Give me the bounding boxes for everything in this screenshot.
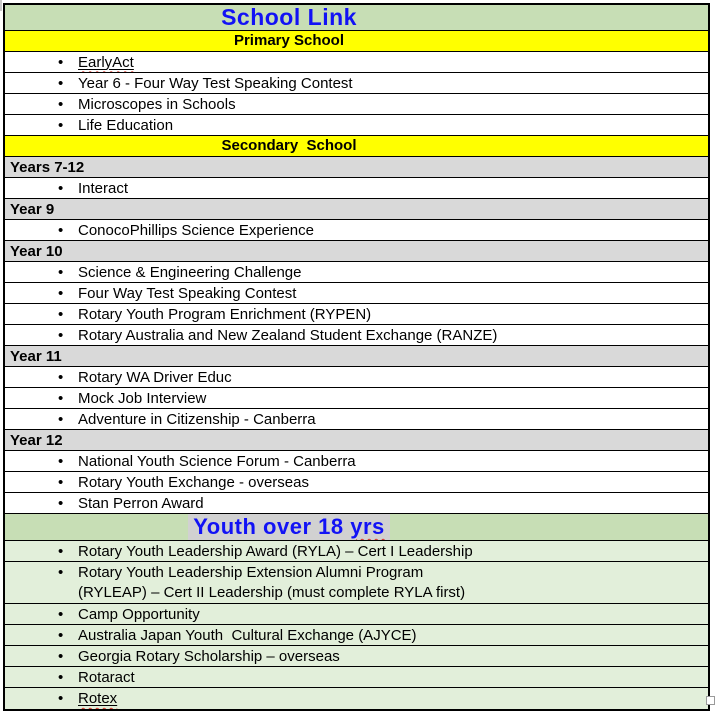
list-item-text: National Youth Science Forum - Canberra bbox=[78, 452, 356, 470]
list-item-text: Mock Job Interview bbox=[78, 389, 207, 407]
list-item-row bbox=[5, 73, 708, 94]
list-item-row bbox=[5, 262, 708, 283]
bullet-icon: • bbox=[58, 116, 64, 134]
list-item-row bbox=[5, 562, 708, 604]
list-item-row bbox=[5, 52, 708, 73]
year-subheader-row bbox=[5, 346, 708, 367]
year-subheader-row bbox=[5, 157, 708, 178]
bullet-icon: • bbox=[58, 473, 64, 491]
bullet-icon: • bbox=[58, 564, 64, 581]
table-title-row bbox=[5, 5, 708, 31]
list-item-line: Rotary Youth Leadership Extension Alumni Program bbox=[78, 564, 424, 581]
list-item-text: Australia Japan Youth Cultural Exchange (AJYCE) bbox=[78, 626, 417, 644]
list-item-row bbox=[5, 115, 708, 136]
list-item-row bbox=[5, 388, 708, 409]
list-item-row bbox=[5, 409, 708, 430]
bullet-icon: • bbox=[58, 74, 64, 92]
bullet-icon: • bbox=[58, 647, 64, 665]
list-item-text: Rotary Australia and New Zealand Student Exchange (RANZE) bbox=[78, 326, 498, 344]
section-header-row bbox=[5, 31, 708, 52]
list-item-text: Rotary Youth Leadership Award (RYLA) – Cert I Leadership bbox=[78, 542, 473, 560]
list-item-text: Life Education bbox=[78, 116, 174, 134]
list-item-row bbox=[5, 646, 708, 667]
year-subheader-row bbox=[5, 241, 708, 262]
list-item-row bbox=[5, 94, 708, 115]
bullet-icon: • bbox=[58, 690, 64, 707]
list-item-row bbox=[5, 667, 708, 688]
table-resize-handle[interactable] bbox=[706, 696, 715, 705]
section-header: Secondary School bbox=[221, 137, 357, 154]
youth-title-row bbox=[5, 514, 708, 541]
list-item-text: Four Way Test Speaking Contest bbox=[78, 284, 297, 302]
list-item-text: Year 6 - Four Way Test Speaking Contest bbox=[78, 74, 353, 92]
school-link-table bbox=[3, 3, 710, 711]
list-item-row bbox=[5, 283, 708, 304]
bullet-icon: • bbox=[58, 410, 64, 428]
year-subheader: Years 7-12 bbox=[10, 158, 85, 176]
section-header: Primary School bbox=[233, 32, 345, 49]
list-item-row bbox=[5, 472, 708, 493]
bullet-icon: • bbox=[58, 305, 64, 323]
list-item-text: Science & Engineering Challenge bbox=[78, 263, 302, 281]
list-item-row bbox=[5, 625, 708, 646]
list-item-row bbox=[5, 178, 708, 199]
list-item-row bbox=[5, 325, 708, 346]
youth-title-squiggle-word: yrs bbox=[350, 514, 385, 539]
list-item-text: Rotary Youth Program Enrichment (RYPEN) bbox=[78, 305, 372, 323]
bullet-icon: • bbox=[58, 668, 64, 686]
page-title: School Link bbox=[221, 5, 357, 30]
year-subheader-row bbox=[5, 199, 708, 220]
year-subheader: Year 11 bbox=[10, 347, 62, 365]
bullet-icon: • bbox=[58, 368, 64, 386]
year-subheader: Year 10 bbox=[10, 242, 63, 260]
list-item-text: Rotary Youth Exchange - overseas bbox=[78, 473, 309, 491]
list-item-text bbox=[78, 563, 465, 603]
bullet-icon: • bbox=[58, 326, 64, 344]
bullet-icon: • bbox=[58, 284, 64, 302]
bullet-icon: • bbox=[58, 53, 64, 71]
bullet-icon: • bbox=[58, 452, 64, 470]
bullet-icon: • bbox=[58, 389, 64, 407]
youth-title bbox=[188, 514, 390, 540]
list-item-row bbox=[5, 304, 708, 325]
list-item-line: (RYLEAP) – Cert II Leadership (must complete RYLA first) bbox=[78, 584, 466, 601]
list-item-text[interactable] bbox=[78, 54, 134, 71]
bullet-icon: • bbox=[58, 221, 64, 239]
list-item-link[interactable]: Rotex bbox=[78, 690, 118, 707]
list-item-text: Rotaract bbox=[78, 668, 135, 686]
bullet-icon: • bbox=[58, 494, 64, 512]
list-item-row bbox=[5, 541, 708, 562]
list-item-text: Adventure in Citizenship - Canberra bbox=[78, 410, 316, 428]
list-item-row bbox=[5, 493, 708, 514]
bullet-icon: • bbox=[58, 179, 64, 197]
list-item-text: Stan Perron Award bbox=[78, 494, 204, 512]
list-item-row bbox=[5, 451, 708, 472]
list-item-text: Microscopes in Schools bbox=[78, 95, 236, 113]
list-item-text: Rotary WA Driver Educ bbox=[78, 368, 232, 386]
section-header-row bbox=[5, 136, 708, 157]
year-subheader-row bbox=[5, 430, 708, 451]
list-item-text: Georgia Rotary Scholarship – overseas bbox=[78, 647, 340, 665]
list-item-row bbox=[5, 688, 708, 709]
list-item-text: Interact bbox=[78, 179, 129, 197]
list-item-row bbox=[5, 220, 708, 241]
bullet-icon: • bbox=[58, 626, 64, 644]
year-subheader: Year 12 bbox=[10, 431, 63, 449]
list-item-text[interactable] bbox=[78, 690, 117, 707]
bullet-icon: • bbox=[58, 605, 64, 623]
youth-title-text: Youth over 18 bbox=[193, 514, 351, 539]
year-subheader: Year 9 bbox=[10, 200, 55, 218]
bullet-icon: • bbox=[58, 542, 64, 560]
list-item-text: ConocoPhillips Science Experience bbox=[78, 221, 314, 239]
list-item-row bbox=[5, 367, 708, 388]
list-item-row bbox=[5, 604, 708, 625]
bullet-icon: • bbox=[58, 95, 64, 113]
list-item-text: Camp Opportunity bbox=[78, 605, 200, 623]
table-move-handle-artifact bbox=[0, 0, 2, 11]
bullet-icon: • bbox=[58, 263, 64, 281]
list-item-link[interactable]: EarlyAct bbox=[78, 53, 134, 71]
